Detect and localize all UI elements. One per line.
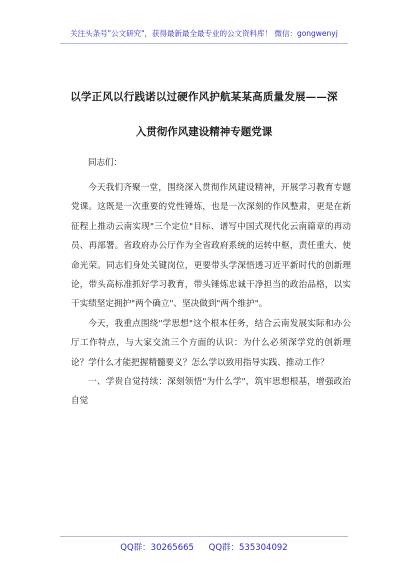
footer-qq-group-1: QQ群：30265665 bbox=[120, 543, 194, 553]
document-title-line2: 入贯彻作风建设精神专题党课 bbox=[135, 126, 273, 138]
header-divider bbox=[60, 43, 348, 44]
footer-qq-group-2: QQ群：535304092 bbox=[208, 543, 288, 553]
paragraph: 今天，我重点围绕"学思想"这个根本任务，结合云南发展实际和办公厅工作特点，与大家交流三个方面的认识：为什么必须深学党的创新理论？学什么才能把握精髓要义？怎么学以致用指导实践、推动工作？ bbox=[71, 318, 351, 368]
document-body bbox=[71, 179, 351, 412]
header-promo-note: 关注头条号"公文研究"，获得最新最全最专业的公文资料库！ 微信：gongwenyj bbox=[70, 29, 338, 38]
paragraph: 今天我们齐聚一堂，围绕深入贯彻作风建设精神，开展学习教育专题党课。这既是一次重要的党性锤炼，也是一次深刻的作风整肃，更是在新征程上推动云南实现"三个定位"目标、谱写中国式现代化云南篇章的再动员、再部署。省政府办公厅作为全省政府系统的运转中枢，责任重大、使命光荣。同志们身处关键岗位，更要带头学深悟透习近平新时代的创新理论，带头高标准抓好学习教育，带头锤炼忠诚干净担当的政治品格，以实干实绩坚定拥护"两个确立"、坚决做到"两个维护"。 bbox=[71, 183, 351, 310]
paragraph: 一、学贵自觉持续：深刻领悟"为什么学"，筑牢思想根基，增强政治自觉 bbox=[71, 377, 351, 407]
footer bbox=[0, 541, 408, 553]
footer-divider bbox=[60, 536, 348, 537]
greeting: 同志们： bbox=[88, 158, 123, 168]
document-title-line1: 以学正风以行践诺以过硬作风护航某某高质量发展——深 bbox=[70, 91, 338, 103]
